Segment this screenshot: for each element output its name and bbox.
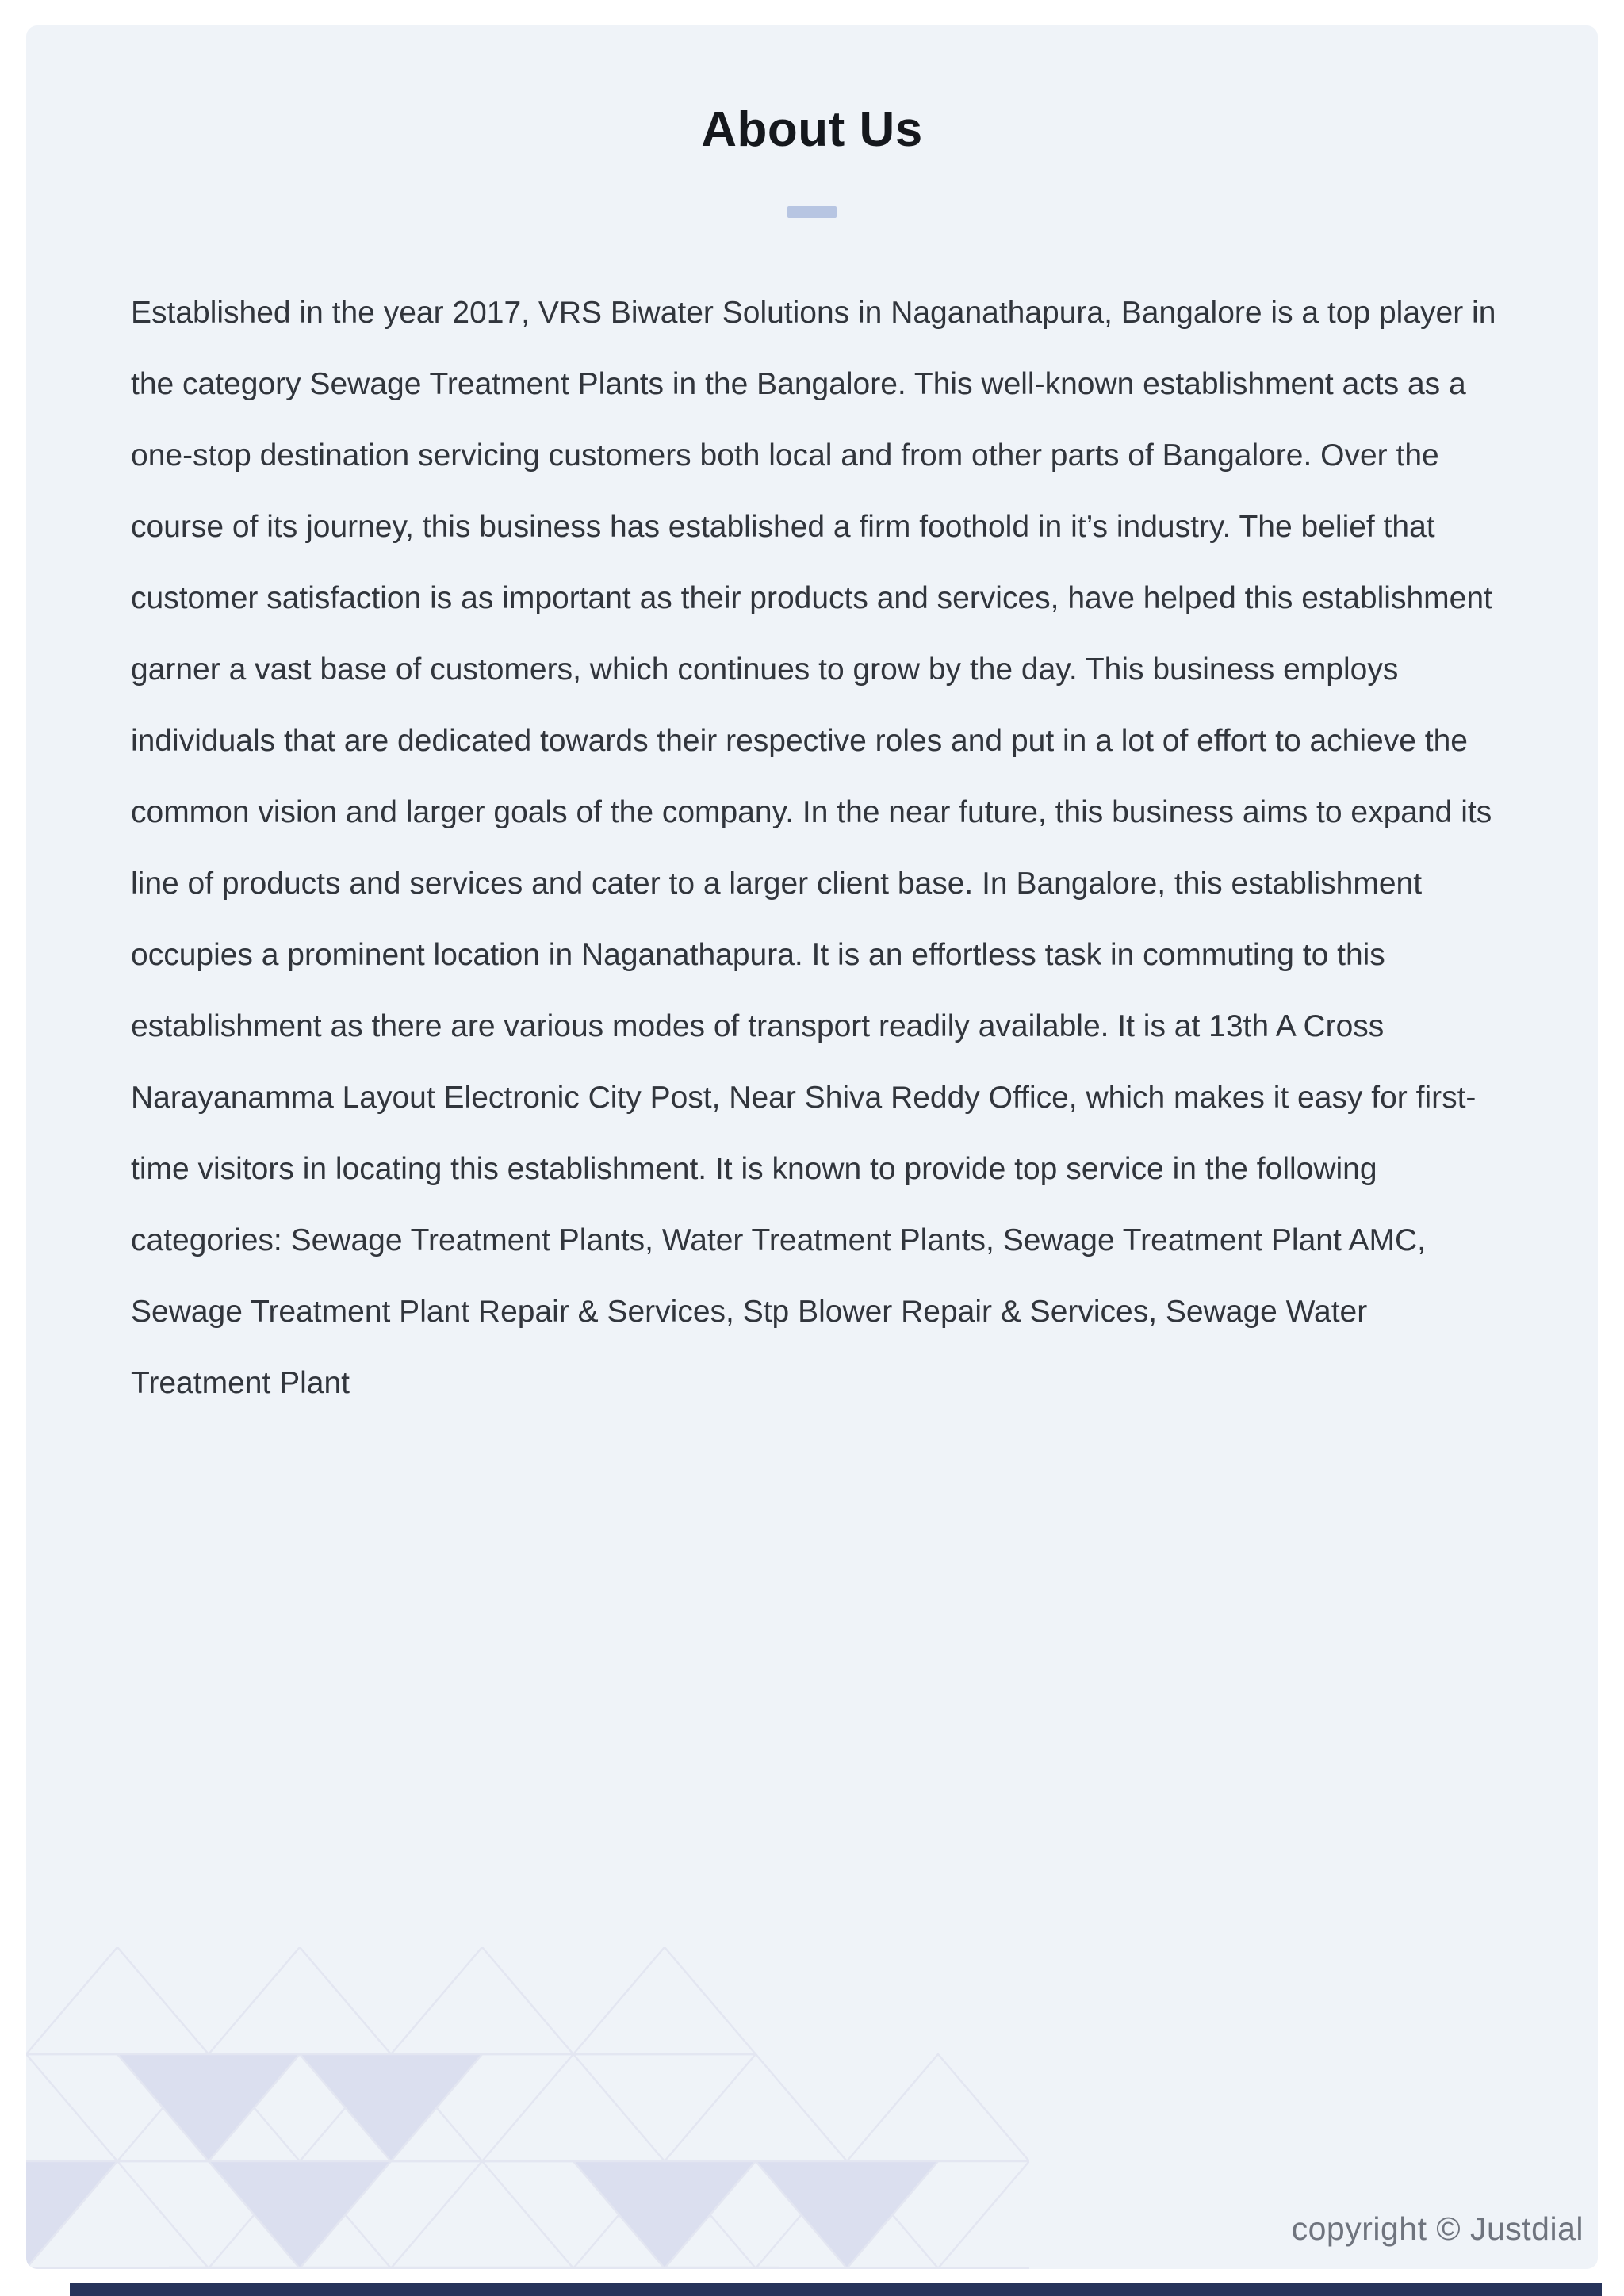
triangle-pattern-decoration [26,1947,1029,2269]
copyright-text: copyright © Justdial [1291,2210,1584,2247]
title-underline-accent [787,206,837,218]
about-section [26,25,1598,2269]
footer-bar [70,2283,1602,2296]
page-title: About Us [701,102,923,157]
about-description: Established in the year 2017, VRS Biwater Solutions in Naganathapura, Bangalore is a top player in the category Sewage Treatment Plants in the Bangalore. This well-known establishment acts as a one-stop destination servicing customers both local and from other parts of Bangalore. Over the course of its journey, this business has established a firm foothold in it’s industry. The belief that customer satisfaction is as important as their products and services, have helped this establishment garner a vast base of customers, which continues to grow by the day. This business employs individuals that are dedicated towards their respective roles and put in a lot of effort to achieve the common vision and larger goals of the company. In the near future, this business aims to expand its line of products and services and cater to a larger client base. In Bangalore, this establishment occupies a prominent location in Naganathapura. It is an effortless task in commuting to this establishment as there are various modes of transport readily available. It is at 13th A Cross Narayanamma Layout Electronic City Post, Near Shiva Reddy Office, which makes it easy for first-time visitors in locating this establishment. It is known to provide top service in the following categories: Sewage Treatment Plants, Water Treatment Plants, Sewage Treatment Plant AMC, Sewage Treatment Plant Repair & Services, Stp Blower Repair & Services, Sewage Water Treatment Plant [131,296,1496,1400]
